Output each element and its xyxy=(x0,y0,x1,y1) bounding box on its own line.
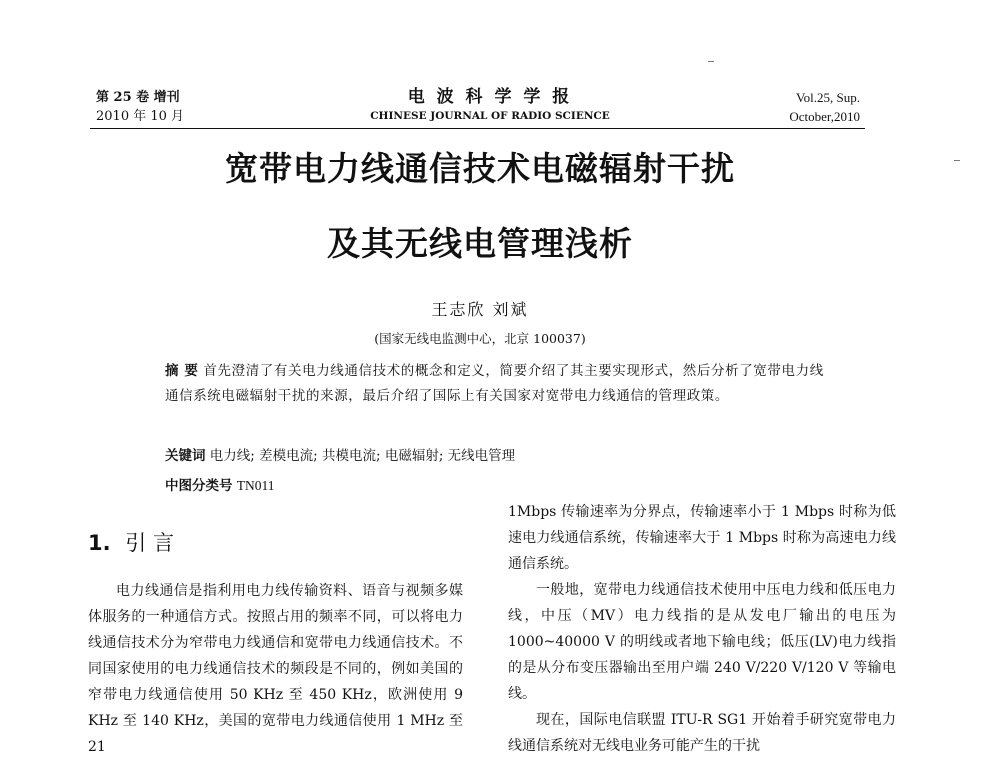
authors: 王志欣 刘斌 xyxy=(431,300,529,319)
header-rule xyxy=(90,128,865,129)
date-cn: 2010 年 10 月 xyxy=(96,109,185,124)
paragraph: 一般地，宽带电力线通信技术使用中压电力线和低压电力线，中压（MV）电力线指的是从发电厂输出的电压为 1000~40000 V 的明线或者地下输电线；低压(LV)电力线指的是从分布变压器输出至用户端 240 V/220 V/120 V 等输电线。 xyxy=(508,582,896,702)
classification xyxy=(165,473,275,499)
section-number: 1. xyxy=(88,531,111,555)
left-column xyxy=(88,578,463,760)
keywords xyxy=(165,444,515,469)
abstract-label: 摘 要 xyxy=(165,363,199,379)
header-center xyxy=(330,86,650,124)
paper-title-line-2: 及其无线电管理浅析 xyxy=(327,224,633,263)
scan-mark xyxy=(708,61,714,62)
header-right xyxy=(720,88,860,126)
paragraph: 现在，国际电信联盟 ITU-R SG1 开始着手研究宽带电力线通信系统对无线电业务可能产生的干扰 xyxy=(508,712,896,754)
classification-code: TN011 xyxy=(236,478,275,493)
keywords-label: 关键词 xyxy=(165,448,206,464)
journal-name-en: CHINESE JOURNAL OF RADIO SCIENCE xyxy=(370,110,610,122)
abstract xyxy=(165,359,835,409)
classification-label: 中图分类号 xyxy=(165,478,233,494)
affiliation: (国家无线电监测中心，北京 100037) xyxy=(374,331,586,346)
paper-title-line-1: 宽带电力线通信技术电磁辐射干扰 xyxy=(225,149,735,188)
paragraph: 1Mbps 传输速率为分界点，传输速率小于 1 Mbps 时称为低速电力线通信系统，传输速率大于 1 Mbps 时称为高速电力线通信系统。 xyxy=(508,504,896,572)
volume-en: Vol.25, Sup. xyxy=(795,90,860,105)
section-heading xyxy=(88,527,174,557)
right-column xyxy=(508,499,896,759)
abstract-text: 首先澄清了有关电力线通信技术的概念和定义，简要介绍了其主要实现形式，然后分析了宽带电力线通信系统电磁辐射干扰的来源，最后介绍了国际上有关国家对宽带电力线通信的管理政策。 xyxy=(165,363,824,404)
section-title: 引 言 xyxy=(125,531,174,555)
scan-mark xyxy=(954,160,960,161)
keywords-text: 电力线; 差模电流; 共模电流; 电磁辐射; 无线电管理 xyxy=(209,448,516,464)
paragraph: 电力线通信是指利用电力线传输资料、语音与视频多媒体服务的一种通信方式。按照占用的频率不同，可以将电力线通信技术分为窄带电力线通信和宽带电力线通信技术。不同国家使用的电力线通信技术的频段是不同的，例如美国的窄带电力线通信使用 50 KHz 至 450 KHz，欧洲使用 9 KHz 至 140 KHz，美国的宽带电力线通信使用 1 MHz 至 21 xyxy=(88,583,463,755)
header-left xyxy=(96,88,184,126)
date-en: October,2010 xyxy=(789,109,860,124)
journal-name-cn: 电 波 科 学 学 报 xyxy=(407,87,573,107)
volume-label: 第 25 卷 增刊 xyxy=(96,90,180,105)
